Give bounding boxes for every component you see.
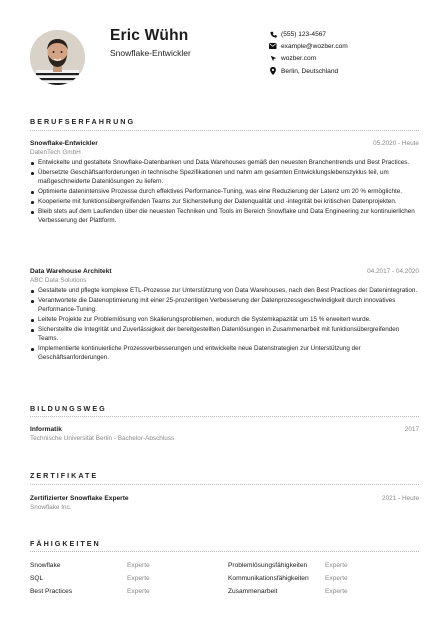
experience-entry-head xyxy=(30,268,419,278)
section-divider xyxy=(30,130,419,131)
section-title-education: BILDUNGSWEG xyxy=(30,404,107,413)
list-item: Optimierte datenintensive Prozesse durch effektives Performance-Tuning, was eine Reduzierung der Latenz um 20 % ermöglichte. xyxy=(30,188,418,197)
skill-level: Experte xyxy=(127,562,150,569)
avatar xyxy=(30,30,85,85)
resume-header xyxy=(30,26,422,96)
company-name: DatenTech GmbH xyxy=(30,149,81,156)
section-title-experience: BERUFSERFAHRUNG xyxy=(30,117,136,126)
company-name: ABC Data Solutions xyxy=(30,277,87,284)
job-dates: 04.2017 - 04.2020 xyxy=(367,268,419,275)
list-item: Implementierte kontinuierliche Prozessverbesserungen und entwickelte neue Datenstrategien zur Unterstützung der Geschäftsanforderungen. xyxy=(30,345,418,362)
candidate-title: Snowflake-Entwickler xyxy=(110,48,191,58)
list-item: Verantwortete die Datenoptimierung mit einer 25-prozentigen Verbesserung der Datenprozessgeschwindigkeit durch innovatives Performance-Tuning. xyxy=(30,297,418,314)
list-item: Entwickelte und gestaltete Snowflake-Datenbanken und Data Warehouses gemäß den neuesten Branchentrends und Best Practices. xyxy=(30,159,418,168)
certificate-date: 2021 - Heute xyxy=(382,495,419,502)
certificate-issuer: Snowflake Inc. xyxy=(30,504,72,511)
contact-list xyxy=(268,28,428,77)
section-divider xyxy=(30,551,419,552)
skill-level: Experte xyxy=(325,562,348,569)
skill-name: Kommunikationsfähigkeiten xyxy=(228,575,309,582)
list-item: Leitete Projekte zur Problemlösung von Skalierungsproblemen, wodurch die Systemkapazität um 15 % erweitert wurde. xyxy=(30,316,418,325)
job-title: Data Warehouse Architekt xyxy=(30,268,112,275)
section-title-skills: FÄHIGKEITEN xyxy=(30,539,101,548)
candidate-name: Eric Wühn xyxy=(110,27,189,44)
degree-field: Informatik xyxy=(30,426,62,433)
skills-row xyxy=(30,562,422,575)
list-item: Kooperierte mit funktionsübergreifenden Teams zur Sicherstellung der Datenqualität und -integrität bei kritischen Datenprojekten. xyxy=(30,198,418,207)
phone-icon xyxy=(268,31,278,38)
link-icon xyxy=(268,55,278,62)
section-title-certificates: ZERTIFIKATE xyxy=(30,471,99,480)
contact-website[interactable]: wozber.com xyxy=(268,53,428,65)
contact-phone: (555) 123-4567 xyxy=(268,28,428,40)
skill-level: Experte xyxy=(325,575,348,582)
education-date: 2017 xyxy=(404,426,419,433)
skill-name: Best Practices xyxy=(30,588,73,595)
skills-grid xyxy=(30,562,422,601)
contact-location: Berlin, Deutschland xyxy=(268,65,428,77)
location-pin-icon xyxy=(268,67,278,75)
email-icon xyxy=(268,43,278,49)
skill-name: Problemlösungsfähigkeiten xyxy=(228,562,308,569)
skill-name: Zusammenarbeit xyxy=(228,588,278,595)
certificate-name: Zertifizierter Snowflake Experte xyxy=(30,495,129,502)
skills-row xyxy=(30,575,422,588)
list-item: Gestaltete und pflegte komplexe ETL-Prozesse zur Unterstützung von Data Warehouses, nach den Best Practices der Datenintegration. xyxy=(30,287,418,296)
job-bullets xyxy=(30,287,418,364)
skill-level: Experte xyxy=(325,588,348,595)
skill-name: Snowflake xyxy=(30,562,61,569)
avatar-photo xyxy=(30,30,85,85)
section-divider xyxy=(30,484,419,485)
list-item: Übersetzte Geschäftsanforderungen in technische Spezifikationen und nahm am gesamten Entwicklungslebenszyklus teil, um maßgeschneiderte Datenlösungen zu liefern. xyxy=(30,169,418,186)
list-item: Sicherstellte die Integrität und Zuverlässigkeit der bereitgestellten Datenlösungen in Zusammenarbeit mit funktionsübergreifenden Teams. xyxy=(30,326,418,343)
skill-name: SQL xyxy=(30,575,44,582)
skill-level: Experte xyxy=(127,575,150,582)
experience-entry-head xyxy=(30,140,419,150)
job-bullets xyxy=(30,159,418,227)
skill-level: Experte xyxy=(127,588,150,595)
certificate-entry-head xyxy=(30,495,419,505)
list-item: Bleib stets auf dem Laufenden über die neuesten Techniken und Tools im Bereich Snowflake und Data Engineering zur kontinuierlichen Verbesserung der Plattform. xyxy=(30,208,418,225)
school-name: Technische Universität Berlin - Bachelor-Abschluss xyxy=(30,435,175,442)
contact-email[interactable]: example@wozber.com xyxy=(268,40,428,52)
section-divider xyxy=(30,416,419,417)
job-dates: 05.2020 - Heute xyxy=(373,140,419,147)
skills-row xyxy=(30,588,422,601)
job-title: Snowflake-Entwickler xyxy=(30,140,98,147)
